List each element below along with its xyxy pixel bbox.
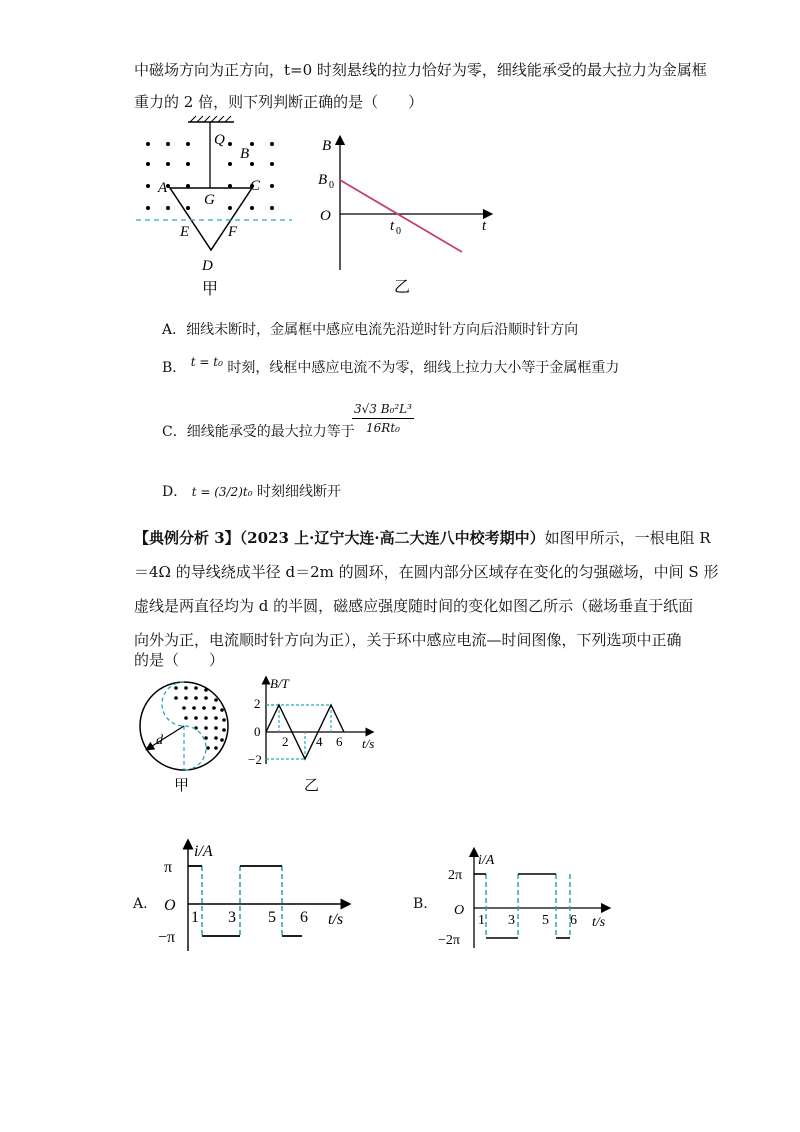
figure-1-jia (130, 112, 310, 302)
optB-xt-1: 1 (478, 913, 485, 928)
label-A: A (158, 180, 168, 196)
option-B-text: 时刻，线框中感应电流不为零，细线上拉力大小等于金属框重力 (227, 360, 620, 376)
optA-xt-6: 6 (300, 909, 308, 926)
optA-O: O (164, 897, 176, 914)
optA-xlabel: t/s (328, 911, 344, 928)
optA-xt-5: 5 (268, 909, 276, 926)
problem2-line1-rest: 如图甲所示，一根电阻 R (544, 529, 711, 547)
problem2-line2: ＝4Ω 的导线绕成半径 d＝2m 的圆环，在圆内部分区域存在变化的匀强磁场，中间 S 形 (134, 563, 719, 581)
option-D-prefix: D． (162, 484, 188, 500)
ytick-0: 0 (254, 724, 261, 739)
problem2-line5: 的是（ ） (134, 651, 225, 669)
ytick-neg2: −2 (248, 752, 262, 767)
option-D (162, 482, 341, 502)
caption-2-jia: 甲 (174, 778, 190, 794)
label-F: F (228, 224, 238, 240)
option-C-prefix: C．细线能承受的最大拉力等于 (162, 424, 355, 440)
optA-ylabel: i/A (194, 843, 213, 860)
caption-2-yi: 乙 (304, 778, 320, 794)
origin-O: O (320, 208, 331, 224)
current-steps-A (188, 866, 302, 936)
option-A: A．细线未断时，金属框中感应电流先沿逆时针方向后沿顺时针方向 (162, 322, 579, 338)
optA-xt-1: 1 (191, 909, 199, 926)
B0-label: B (318, 172, 328, 188)
option-C (162, 422, 355, 442)
t0-sub: 0 (396, 226, 401, 237)
problem1-line1: 中磁场方向为正方向，t=0 时刻悬线的拉力恰好为零，细线能承受的最大拉力为金属框 (134, 61, 707, 79)
radius-arrow (149, 726, 184, 748)
optB-yneg: −2π (438, 933, 460, 948)
axis-B-label: B (322, 138, 332, 154)
optB-xlabel: t/s (592, 915, 606, 930)
label-E: E (180, 224, 190, 240)
label-G: G (204, 192, 215, 208)
problem2-line3: 虚线是两直径均为 d 的半圆，磁感应强度随时间的变化如图乙所示（磁场垂直于纸面 (134, 597, 694, 615)
optB-ypos: 2π (448, 868, 463, 883)
label-C: C (250, 178, 261, 194)
label-Q: Q (214, 132, 225, 148)
optB-xt-6: 6 (570, 913, 577, 928)
xlabel-ts: t/s (362, 736, 375, 751)
label-D: D (202, 258, 213, 274)
option-B-prefix: B． (162, 360, 187, 376)
ytick-2: 2 (254, 696, 261, 711)
option-C-fraction (352, 402, 414, 435)
problem2-line1 (134, 528, 711, 548)
optB-ylabel: i/A (478, 853, 495, 868)
ylabel-BT: B/T (270, 676, 289, 691)
t0-label: t (390, 218, 395, 234)
B-vs-t-line (340, 180, 462, 252)
label-B: B (240, 146, 250, 162)
option2-B-label: B. (413, 896, 428, 912)
optB-O: O (454, 903, 465, 918)
option2-A-graph (150, 836, 360, 956)
xtick-6: 6 (336, 734, 343, 749)
figure-2-yi (244, 676, 384, 796)
option-D-math: t = (3/2)t₀ (191, 485, 253, 499)
optB-xt-5: 5 (542, 913, 549, 928)
caption-yi: 乙 (394, 279, 411, 296)
figure-1-yi (310, 130, 500, 302)
optA-xt-3: 3 (228, 909, 236, 926)
option-B (162, 355, 620, 378)
option-D-text: 时刻细线断开 (256, 484, 341, 500)
optA-ypos: π (164, 859, 173, 876)
xtick-4: 4 (316, 734, 323, 749)
optA-yneg: −π (158, 929, 176, 946)
optB-xt-3: 3 (508, 913, 515, 928)
option-C-numerator: 3√3 B₀²L³ (352, 402, 414, 419)
B0-sub: 0 (329, 180, 334, 191)
option-C-denominator: 16Rt₀ (366, 421, 400, 435)
xtick-2: 2 (282, 734, 289, 749)
option2-B-graph (430, 846, 620, 952)
figure-2-jia (132, 676, 244, 796)
option2-A-label: A. (133, 896, 148, 912)
label-d: d (156, 733, 163, 748)
axis-t-label: t (482, 218, 487, 234)
caption-jia: 甲 (202, 281, 219, 298)
problem2-line4: 向外为正，电流顺时针方向为正），关于环中感应电流—时间图像，下列选项中正确 (134, 631, 682, 649)
option-B-math: t = t₀ (190, 355, 223, 369)
problem1-line2: 重力的 2 倍，则下列判断正确的是（ ） (134, 93, 424, 111)
field-dots (174, 686, 226, 750)
problem2-heading: 【典例分析 3】（2023 上·辽宁大连·高二大连八中校考期中） (134, 529, 545, 547)
